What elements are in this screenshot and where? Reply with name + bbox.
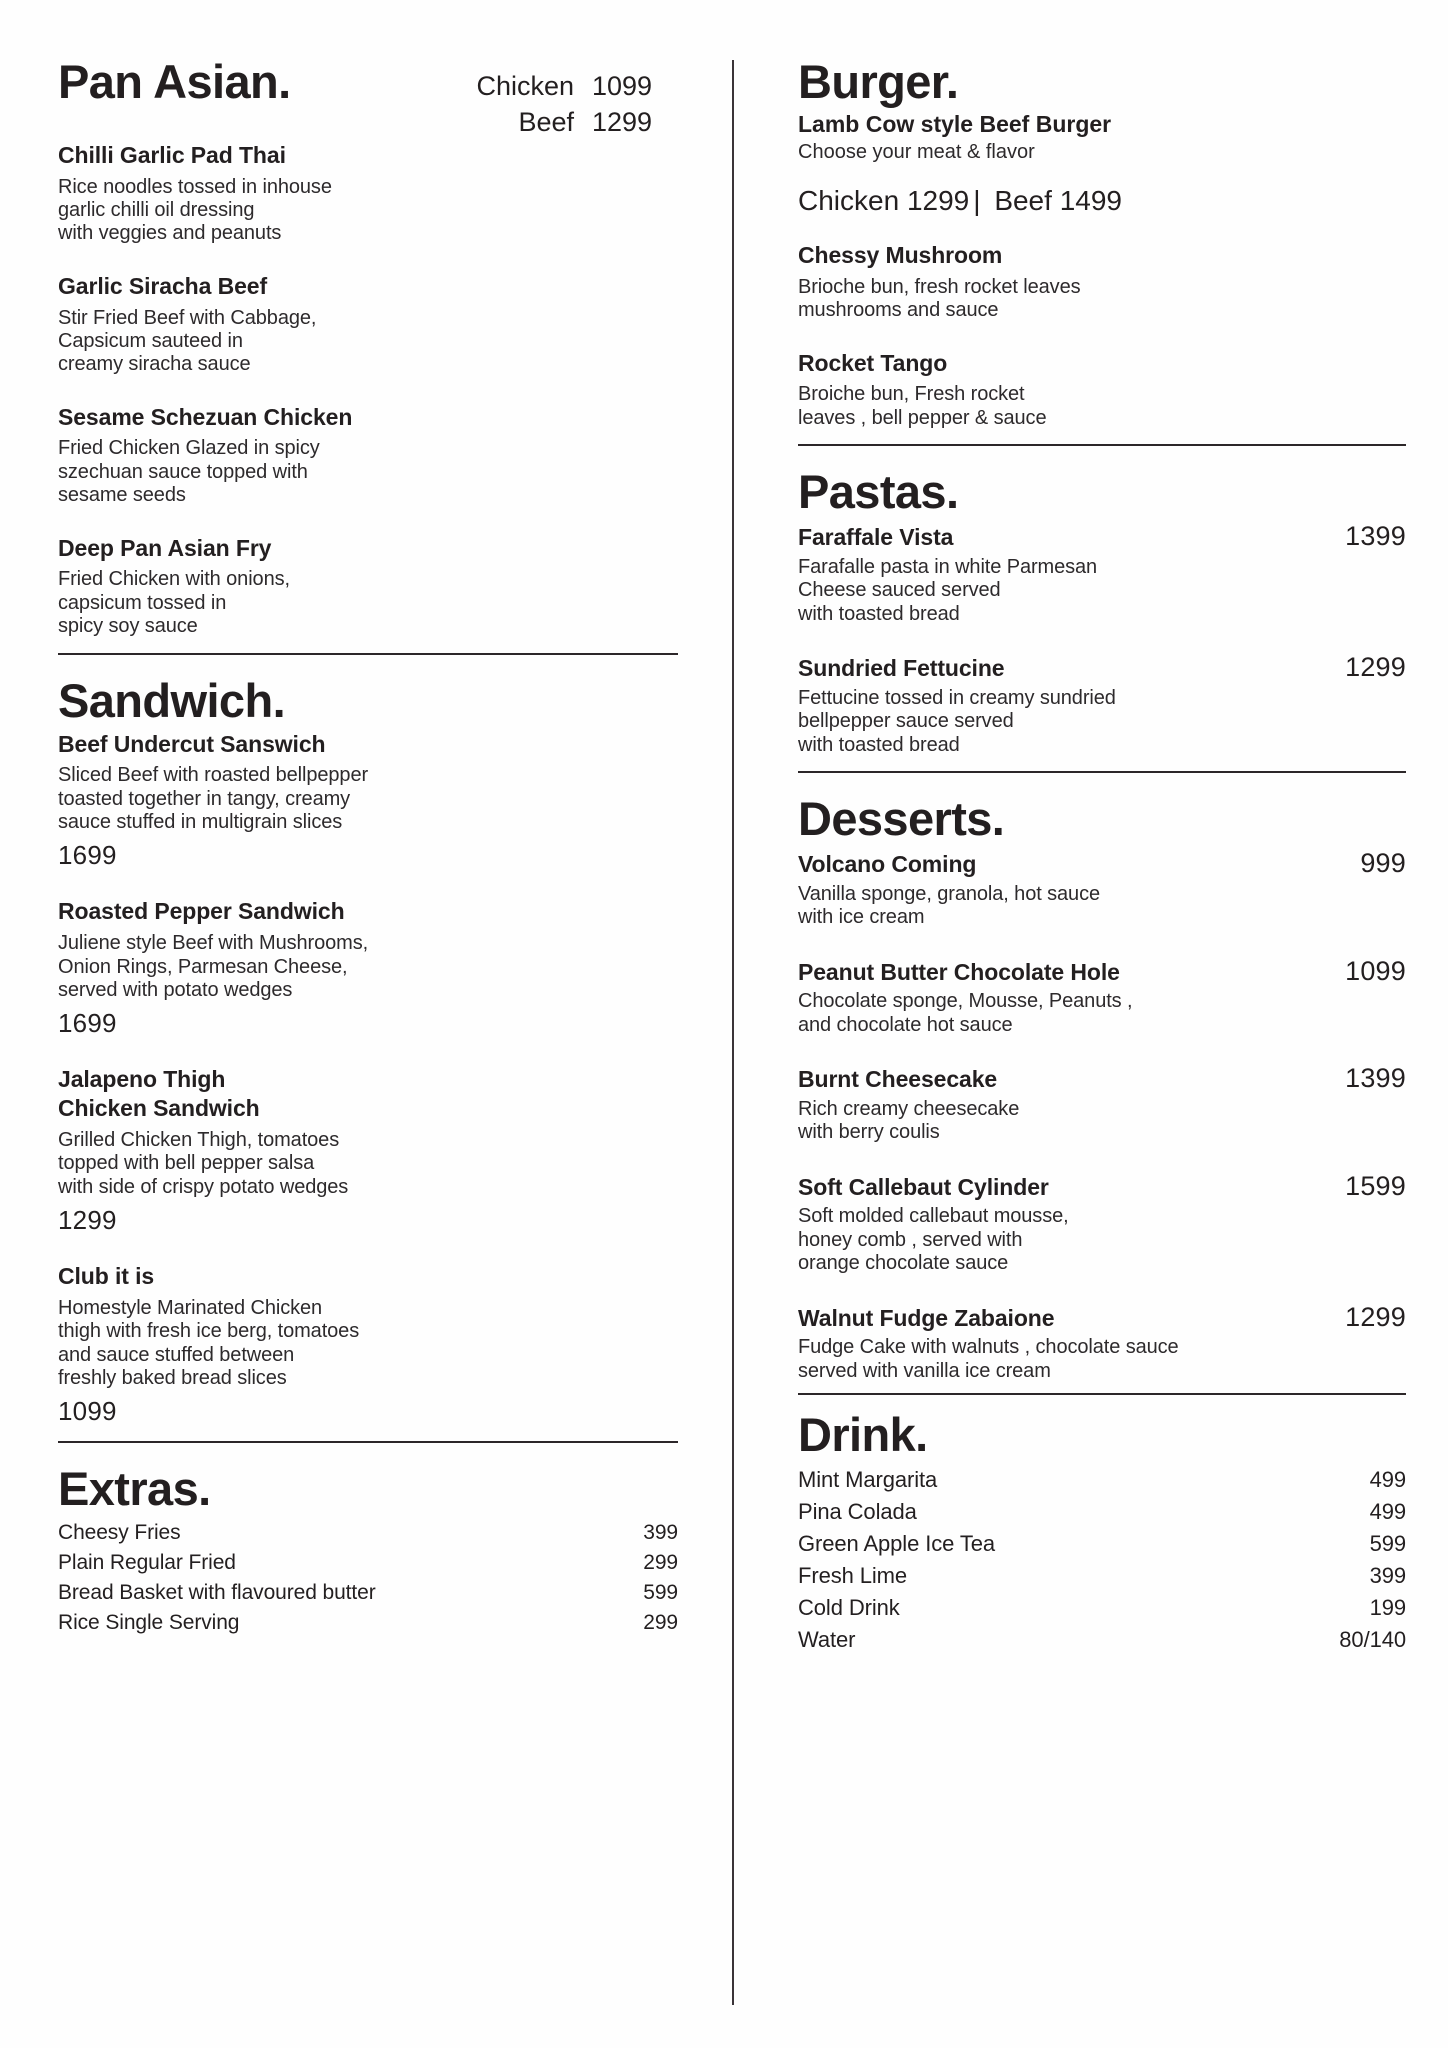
item-description: Juliene style Beef with Mushrooms, Onion Rings, Parmesan Cheese, served with potato wedges [58, 932, 369, 1002]
pastas-title: Pastas. [798, 465, 959, 519]
menu-item [58, 141, 678, 246]
meat-chicken-label: Chicken [798, 184, 900, 216]
item-name: Walnut Fudge Zabaione [798, 1304, 1055, 1331]
item-name: Fresh Lime [798, 1562, 908, 1588]
item-price: 399 [643, 1521, 678, 1545]
item-description: Broiche bun, Fresh rocket leaves , bell pepper & sauce [798, 383, 1047, 429]
menu-item [798, 1171, 1406, 1276]
section-rule [58, 653, 678, 655]
item-price: 599 [1369, 1530, 1406, 1556]
menu-item [798, 652, 1406, 757]
item-description: Rice noodles tossed in inhouse garlic chilli oil dressing with veggies and peanuts [58, 175, 332, 245]
drink-title: Drink. [798, 1408, 928, 1462]
item-price: 1299 [1345, 652, 1406, 683]
item-name: Plain Regular Fried [58, 1551, 236, 1575]
item-description: Rich creamy cheesecake with berry coulis [798, 1097, 1020, 1144]
list-item [798, 1496, 1406, 1528]
meat-separator: | [973, 184, 981, 216]
column-divider [732, 60, 734, 2005]
item-description: Fettucine tossed in creamy sundried bellpepper sauce served with toasted bread [798, 686, 1116, 756]
section-desserts [798, 792, 1406, 1383]
item-price: 999 [1360, 848, 1406, 879]
item-head [798, 521, 1406, 556]
item-name: Beef Undercut Sanswich [58, 730, 326, 757]
item-price: 1699 [58, 840, 117, 871]
menu-item [58, 730, 678, 872]
price-pair-row [476, 104, 670, 140]
item-price: 199 [1369, 1594, 1406, 1620]
section-pan-asian [58, 55, 678, 639]
list-item [798, 1592, 1406, 1624]
item-name: Pina Colada [798, 1499, 917, 1525]
burger-title: Burger. [798, 55, 959, 108]
item-description: Soft molded callebaut mousse, honey comb , served with orange chocolate sauce [798, 1205, 1069, 1275]
item-price: 1099 [58, 1396, 117, 1427]
item-name: Chessy Mushroom [798, 242, 1003, 269]
item-price: 499 [1369, 1499, 1406, 1525]
item-description: Sliced Beef with roasted bellpepper toasted together in tangy, creamy sauce stuffed in multigrain slices [58, 764, 369, 834]
item-description: Brioche bun, fresh rocket leaves mushrooms and sauce [798, 275, 1081, 322]
item-name: Soft Callebaut Cylinder [798, 1173, 1049, 1200]
price-pair-value: 1099 [592, 71, 653, 101]
pan-asian-price-pairs [476, 68, 670, 141]
item-head [798, 1302, 1406, 1337]
list-item [58, 1518, 678, 1548]
item-head [798, 652, 1406, 687]
item-name: Rocket Tango [798, 349, 948, 376]
menu-item [798, 349, 1406, 431]
item-description: Vanilla sponge, granola, hot sauce with ice cream [798, 882, 1101, 929]
item-name: Sundried Fettucine [798, 655, 1005, 682]
meat-beef-price: 1499 [1059, 184, 1122, 216]
item-description: Homestyle Marinated Chicken thigh with fresh ice berg, tomatoes and sauce stuffed between freshly baked bread slices [58, 1296, 360, 1389]
price-pair-value: 1299 [592, 107, 653, 138]
list-item [798, 1464, 1406, 1496]
menu-item [58, 272, 678, 377]
burger-note: Choose your meat & flavor [798, 140, 1035, 163]
list-item [798, 1560, 1406, 1592]
menu-item [58, 1065, 678, 1236]
item-name: Chilli Garlic Pad Thai [58, 141, 286, 168]
item-name: Roasted Pepper Sandwich [58, 898, 345, 925]
section-drink [798, 1408, 1406, 1655]
item-head [798, 1063, 1406, 1098]
item-name: Cold Drink [798, 1594, 900, 1620]
menu-item [58, 1262, 678, 1427]
section-rule [58, 1441, 678, 1443]
item-description: Fried Chicken with onions, capsicum tossed in spicy soy sauce [58, 568, 290, 638]
item-name: Deep Pan Asian Fry [58, 534, 272, 561]
item-description: Chocolate sponge, Mousse, Peanuts , and chocolate hot sauce [798, 990, 1133, 1036]
burger-meat-options [798, 184, 1406, 218]
item-price: 399 [1369, 1562, 1406, 1588]
item-head [798, 848, 1406, 883]
item-price: 1599 [1345, 1170, 1406, 1201]
menu-item [798, 1063, 1406, 1145]
item-name: Green Apple Ice Tea [798, 1530, 996, 1556]
item-price: 1299 [1345, 1301, 1406, 1332]
item-description: Stir Fried Beef with Cabbage, Capsicum sauteed in creamy siracha sauce [58, 306, 317, 376]
section-rule [798, 444, 1406, 446]
menu-item [58, 534, 678, 639]
section-burger [798, 55, 1406, 430]
list-item [58, 1578, 678, 1608]
section-rule [798, 771, 1406, 773]
menu-item [798, 1302, 1406, 1384]
item-name: Volcano Coming [798, 851, 977, 878]
section-rule [798, 1393, 1406, 1395]
item-name: Burnt Cheesecake [798, 1066, 998, 1093]
item-price: 1299 [58, 1205, 117, 1236]
item-name: Peanut Butter Chocolate Hole [798, 958, 1120, 985]
item-price: 80/140 [1339, 1626, 1406, 1652]
section-sandwich [58, 673, 678, 1428]
menu-item [58, 897, 678, 1039]
item-price: 299 [643, 1551, 678, 1575]
meat-beef-label: Beef [994, 184, 1052, 216]
item-price: 299 [643, 1610, 678, 1634]
price-pair-row [476, 68, 670, 104]
menu-item [798, 241, 1406, 323]
item-name: Bread Basket with flavoured butter [58, 1581, 376, 1605]
item-head [798, 956, 1406, 991]
item-description: Fudge Cake with walnuts , chocolate sauce served with vanilla ice cream [798, 1336, 1179, 1382]
item-name: Water [798, 1626, 856, 1652]
left-column [58, 55, 678, 1638]
item-name: Club it is [58, 1263, 155, 1290]
item-name: Faraffale Vista [798, 524, 954, 551]
item-description: Fried Chicken Glazed in spicy szechuan sauce topped with sesame seeds [58, 437, 320, 507]
item-price: 1099 [1345, 955, 1406, 986]
item-price: 1699 [58, 1008, 117, 1039]
list-item [798, 1528, 1406, 1560]
menu-item [798, 848, 1406, 930]
price-pair-label: Beef [518, 107, 574, 138]
item-name: Sesame Schezuan Chicken [58, 403, 353, 430]
menu-item [58, 403, 678, 508]
extras-title: Extras. [58, 1462, 211, 1516]
drink-price-list [798, 1464, 1406, 1655]
pan-asian-header [58, 55, 678, 141]
list-item [58, 1608, 678, 1638]
item-description: Grilled Chicken Thigh, tomatoes topped with bell pepper salsa with side of crispy potato wedges [58, 1128, 349, 1198]
item-name: Mint Margarita [798, 1467, 938, 1493]
item-name: Garlic Siracha Beef [58, 272, 268, 299]
pan-asian-title: Pan Asian. [58, 55, 291, 108]
item-head [798, 1171, 1406, 1206]
menu-item [798, 956, 1406, 1038]
item-price: 1399 [1345, 521, 1406, 552]
burger-headline: Lamb Cow style Beef Burger [798, 111, 1112, 137]
list-item [798, 1624, 1406, 1656]
item-name: Cheesy Fries [58, 1521, 181, 1545]
price-pair-label: Chicken [476, 71, 574, 101]
desserts-title: Desserts. [798, 792, 1005, 846]
list-item [58, 1548, 678, 1578]
item-price: 599 [643, 1581, 678, 1605]
section-extras [58, 1462, 678, 1637]
item-name: Rice Single Serving [58, 1610, 240, 1634]
section-pastas [798, 465, 1406, 757]
menu-item [798, 521, 1406, 626]
sandwich-title: Sandwich. [58, 673, 286, 727]
item-name: Jalapeno Thigh Chicken Sandwich [58, 1066, 260, 1122]
item-price: 1399 [1345, 1063, 1406, 1094]
meat-chicken-price: 1299 [906, 184, 970, 216]
item-description: Farafalle pasta in white Parmesan Cheese sauced served with toasted bread [798, 556, 1098, 625]
right-column [798, 55, 1406, 1655]
item-price: 499 [1369, 1467, 1406, 1493]
extras-price-list [58, 1518, 678, 1637]
